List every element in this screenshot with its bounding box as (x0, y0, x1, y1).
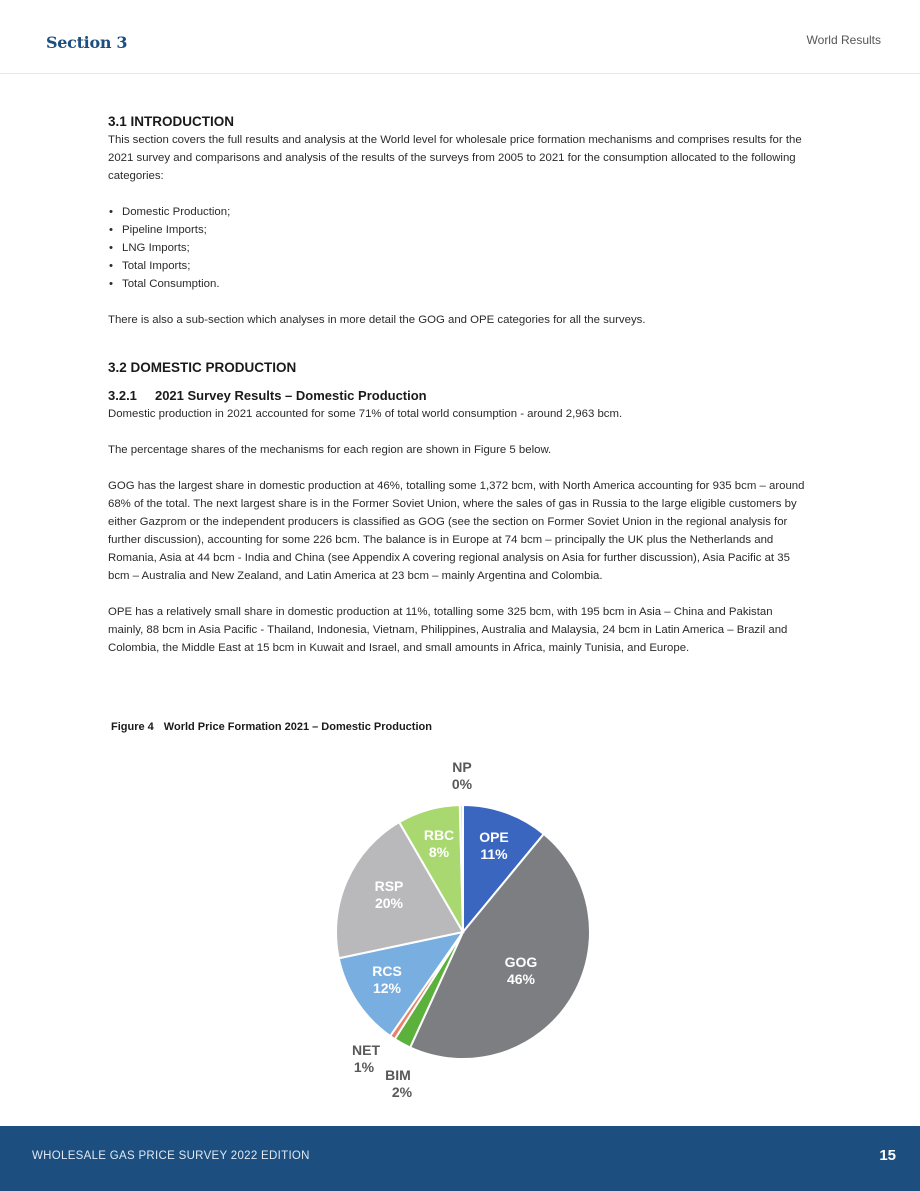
domestic-subheading: 3.2.1 2021 Survey Results – Domestic Production (108, 388, 427, 403)
domestic-paragraph-4: OPE has a relatively small share in domestic production at 11%, totalling some 325 bcm, with 195 bcm in Asia – China and Pakistan mainly, 88 bcm in Asia Pacific - Thailand, Indonesia, Vietnam, Philippines, Australia and Malaysia, 24 bcm in Latin America – Brazil and Colombia, the Middle East at 15 bcm in Kuwait and Israel, and small amounts in Africa, mainly Tunisia, and Europe. (108, 606, 788, 654)
domestic-paragraph-1: Domestic production in 2021 accounted for some 71% of total world consumption - around 2,963 bcm. (108, 408, 623, 420)
pie-label-net: NET 1% (352, 1042, 380, 1075)
list-item: • Total Imports; (108, 257, 808, 275)
pie-label-ope: OPE 11% (479, 829, 509, 862)
intro-paragraph: This section covers the full results and analysis at the World level for wholesale price formation mechanisms and comprises results for the 2021 survey and comparisons and analysis of the results of the surveys from 2005 to 2021 for the consumption allocated to the following categories: (108, 134, 802, 182)
page-footer (0, 1126, 920, 1191)
list-item: • Domestic Production; (108, 203, 808, 221)
pie-label-rsp: RSP 20% (374, 878, 404, 911)
domestic-paragraph-3: GOG has the largest share in domestic production at 46%, totalling some 1,372 bcm, with North America accounting for 935 bcm – around 68% of the total. The next largest share is in the Former Soviet Union, where the sales of gas in Russia to the large eligible customers by either Gazprom or the independent producers is classified as GOG (see the section on Former Soviet Union in the regional analysis for further discussion), accounting for some 226 bcm. The balance is in Europe at 74 bcm – principally the UK plus the Netherlands and Romania, Asia at 44 bcm - India and China (see Appendix A covering regional analysis on Asia for further discussion), Asia Pacific at 35 bcm – Australia and New Zealand, and Latin America at 23 bcm – mainly Argentina and Colombia. (108, 480, 805, 582)
intro-heading: 3.1 INTRODUCTION (108, 114, 235, 129)
intro-closing: There is also a sub-section which analyses in more detail the GOG and OPE categories for all the surveys. (108, 314, 646, 326)
domestic-heading: 3.2 DOMESTIC PRODUCTION (108, 360, 297, 375)
section-label: Section 3 (46, 33, 128, 52)
pie-label-gog: GOG 46% (504, 954, 538, 987)
pie-label-bim: BIM 2% (385, 1067, 413, 1100)
list-item: • LNG Imports; (108, 239, 808, 257)
list-item: • Pipeline Imports; (108, 221, 808, 239)
domestic-paragraph-2: The percentage shares of the mechanisms for each region are shown in Figure 5 below. (108, 444, 552, 456)
pie-label-rbc: RBC 8% (423, 827, 455, 860)
page-number: 15 (879, 1147, 896, 1164)
pie-label-np: NP 0% (451, 759, 473, 792)
list-item: • Total Consumption. (108, 275, 808, 293)
figure-title: World Price Formation 2021 – Domestic Production (163, 721, 432, 733)
edition-label: WHOLESALE GAS PRICE SURVEY 2022 EDITION (32, 1150, 310, 1162)
figure-number: Figure 4 (111, 721, 154, 733)
pie-label-rcs: RCS 12% (372, 963, 402, 996)
header-chapter-title: World Results (806, 33, 881, 47)
